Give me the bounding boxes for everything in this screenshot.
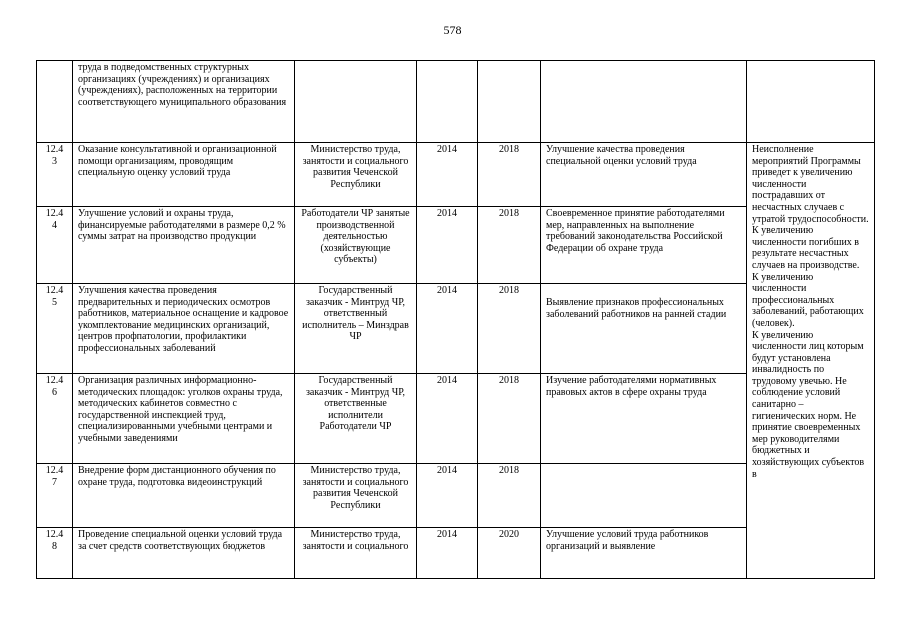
row-number: 12.4 6 <box>37 374 73 464</box>
activity-cell: Организация различных информационно-методических площадок: уголков охраны труда, методических кабинетов совместно с государственной инспекцией труд, специализированными учебными центрами и учебными заведениями <box>73 374 295 464</box>
result-spacer <box>546 285 741 297</box>
executor-cell: Министерство труда, занятости и социального развития Чеченской Республики <box>295 143 417 207</box>
start-year-cell: 2014 <box>417 374 478 464</box>
activity-cell: труда в подведомственных структурных организациях (учреждениях) и организациях (учреждениях), расположенных на территории соответствующего муниципального образования <box>73 61 295 143</box>
start-year-cell: 2014 <box>417 464 478 528</box>
row-number: 12.4 5 <box>37 284 73 374</box>
consequences-top-cell <box>747 61 875 143</box>
start-year-cell <box>417 61 478 143</box>
end-year-cell: 2020 <box>478 528 541 579</box>
start-year-cell: 2014 <box>417 284 478 374</box>
row-number <box>37 61 73 143</box>
activity-cell: Внедрение форм дистанционного обучения по охране труда, подготовка видеоинструкций <box>73 464 295 528</box>
start-year-cell: 2014 <box>417 207 478 284</box>
row-number: 12.4 3 <box>37 143 73 207</box>
start-year-cell: 2014 <box>417 143 478 207</box>
result-cell <box>541 61 747 143</box>
executor-cell: Министерство труда, занятости и социального развития Чеченской Республики <box>295 464 417 528</box>
row-number: 12.4 8 <box>37 528 73 579</box>
activity-cell: Оказание консультативной и организационной помощи организациям, проводящим специальную оценку условий труда <box>73 143 295 207</box>
table-row <box>37 61 875 143</box>
result-cell: Улучшение качества проведения специальной оценки условий труда <box>541 143 747 207</box>
page-number: 578 <box>443 23 462 37</box>
result-cell: Своевременное принятие работодателями мер, направленных на выполнение требований законодательства Российской Федерации об охране труда <box>541 207 747 284</box>
row-number: 12.4 7 <box>37 464 73 528</box>
result-cell <box>541 464 747 528</box>
start-year-cell: 2014 <box>417 528 478 579</box>
end-year-cell: 2018 <box>478 207 541 284</box>
table-row <box>37 143 875 207</box>
end-year-cell: 2018 <box>478 284 541 374</box>
measures-table <box>36 60 875 579</box>
executor-cell: Работодатели ЧР занятые производственной деятельностью (хозяйствующие субъекты) <box>295 207 417 284</box>
result-cell-wrap <box>541 284 747 374</box>
executor-cell <box>295 61 417 143</box>
result-cell: Улучшение условий труда работников организаций и выявление <box>541 528 747 579</box>
end-year-cell: 2018 <box>478 143 541 207</box>
activity-cell: Проведение специальной оценки условий труда за счет средств соответствующих бюджетов <box>73 528 295 579</box>
executor-cell: Государственный заказчик - Минтруд ЧР, ответственный исполнитель – Минздрав ЧР <box>295 284 417 374</box>
consequences-note: Неисполнение мероприятий Программы приведет к увеличению численности пострадавших от несчастных случаев с утратой трудоспособности. К увеличению численности погибших в результате несчастных случаев на производстве. К увеличению численности профессиональных заболеваний, работающих (человек). К увеличению численности лиц которым будут установлена инвалидность по трудовому увечью. Не соблюдение условий санитарно – гигиенических норм. Не принятие своевременных мер руководителями бюджетных и хозяйствующих субъектов в <box>747 143 875 579</box>
row-number: 12.4 4 <box>37 207 73 284</box>
executor-cell: Государственный заказчик - Минтруд ЧР, ответственные исполнители Работодатели ЧР <box>295 374 417 464</box>
end-year-cell: 2018 <box>478 374 541 464</box>
executor-cell: Министерство труда, занятости и социального <box>295 528 417 579</box>
end-year-cell: 2018 <box>478 464 541 528</box>
activity-cell: Улучшение условий и охраны труда, финансируемые работодателями в размере 0,2 % суммы затрат на производство продукции <box>73 207 295 284</box>
activity-cell: Улучшения качества проведения предварительных и периодических осмотров работников, материальное оснащение и кадровое укомплектование медицинских организаций, центров профпатологии, профилактики профессиональных заболеваний <box>73 284 295 374</box>
end-year-cell <box>478 61 541 143</box>
result-cell: Выявление признаков профессиональных заболеваний работников на ранней стадии <box>546 297 727 320</box>
result-cell: Изучение работодателями нормативных правовых актов в сфере охраны труда <box>541 374 747 464</box>
